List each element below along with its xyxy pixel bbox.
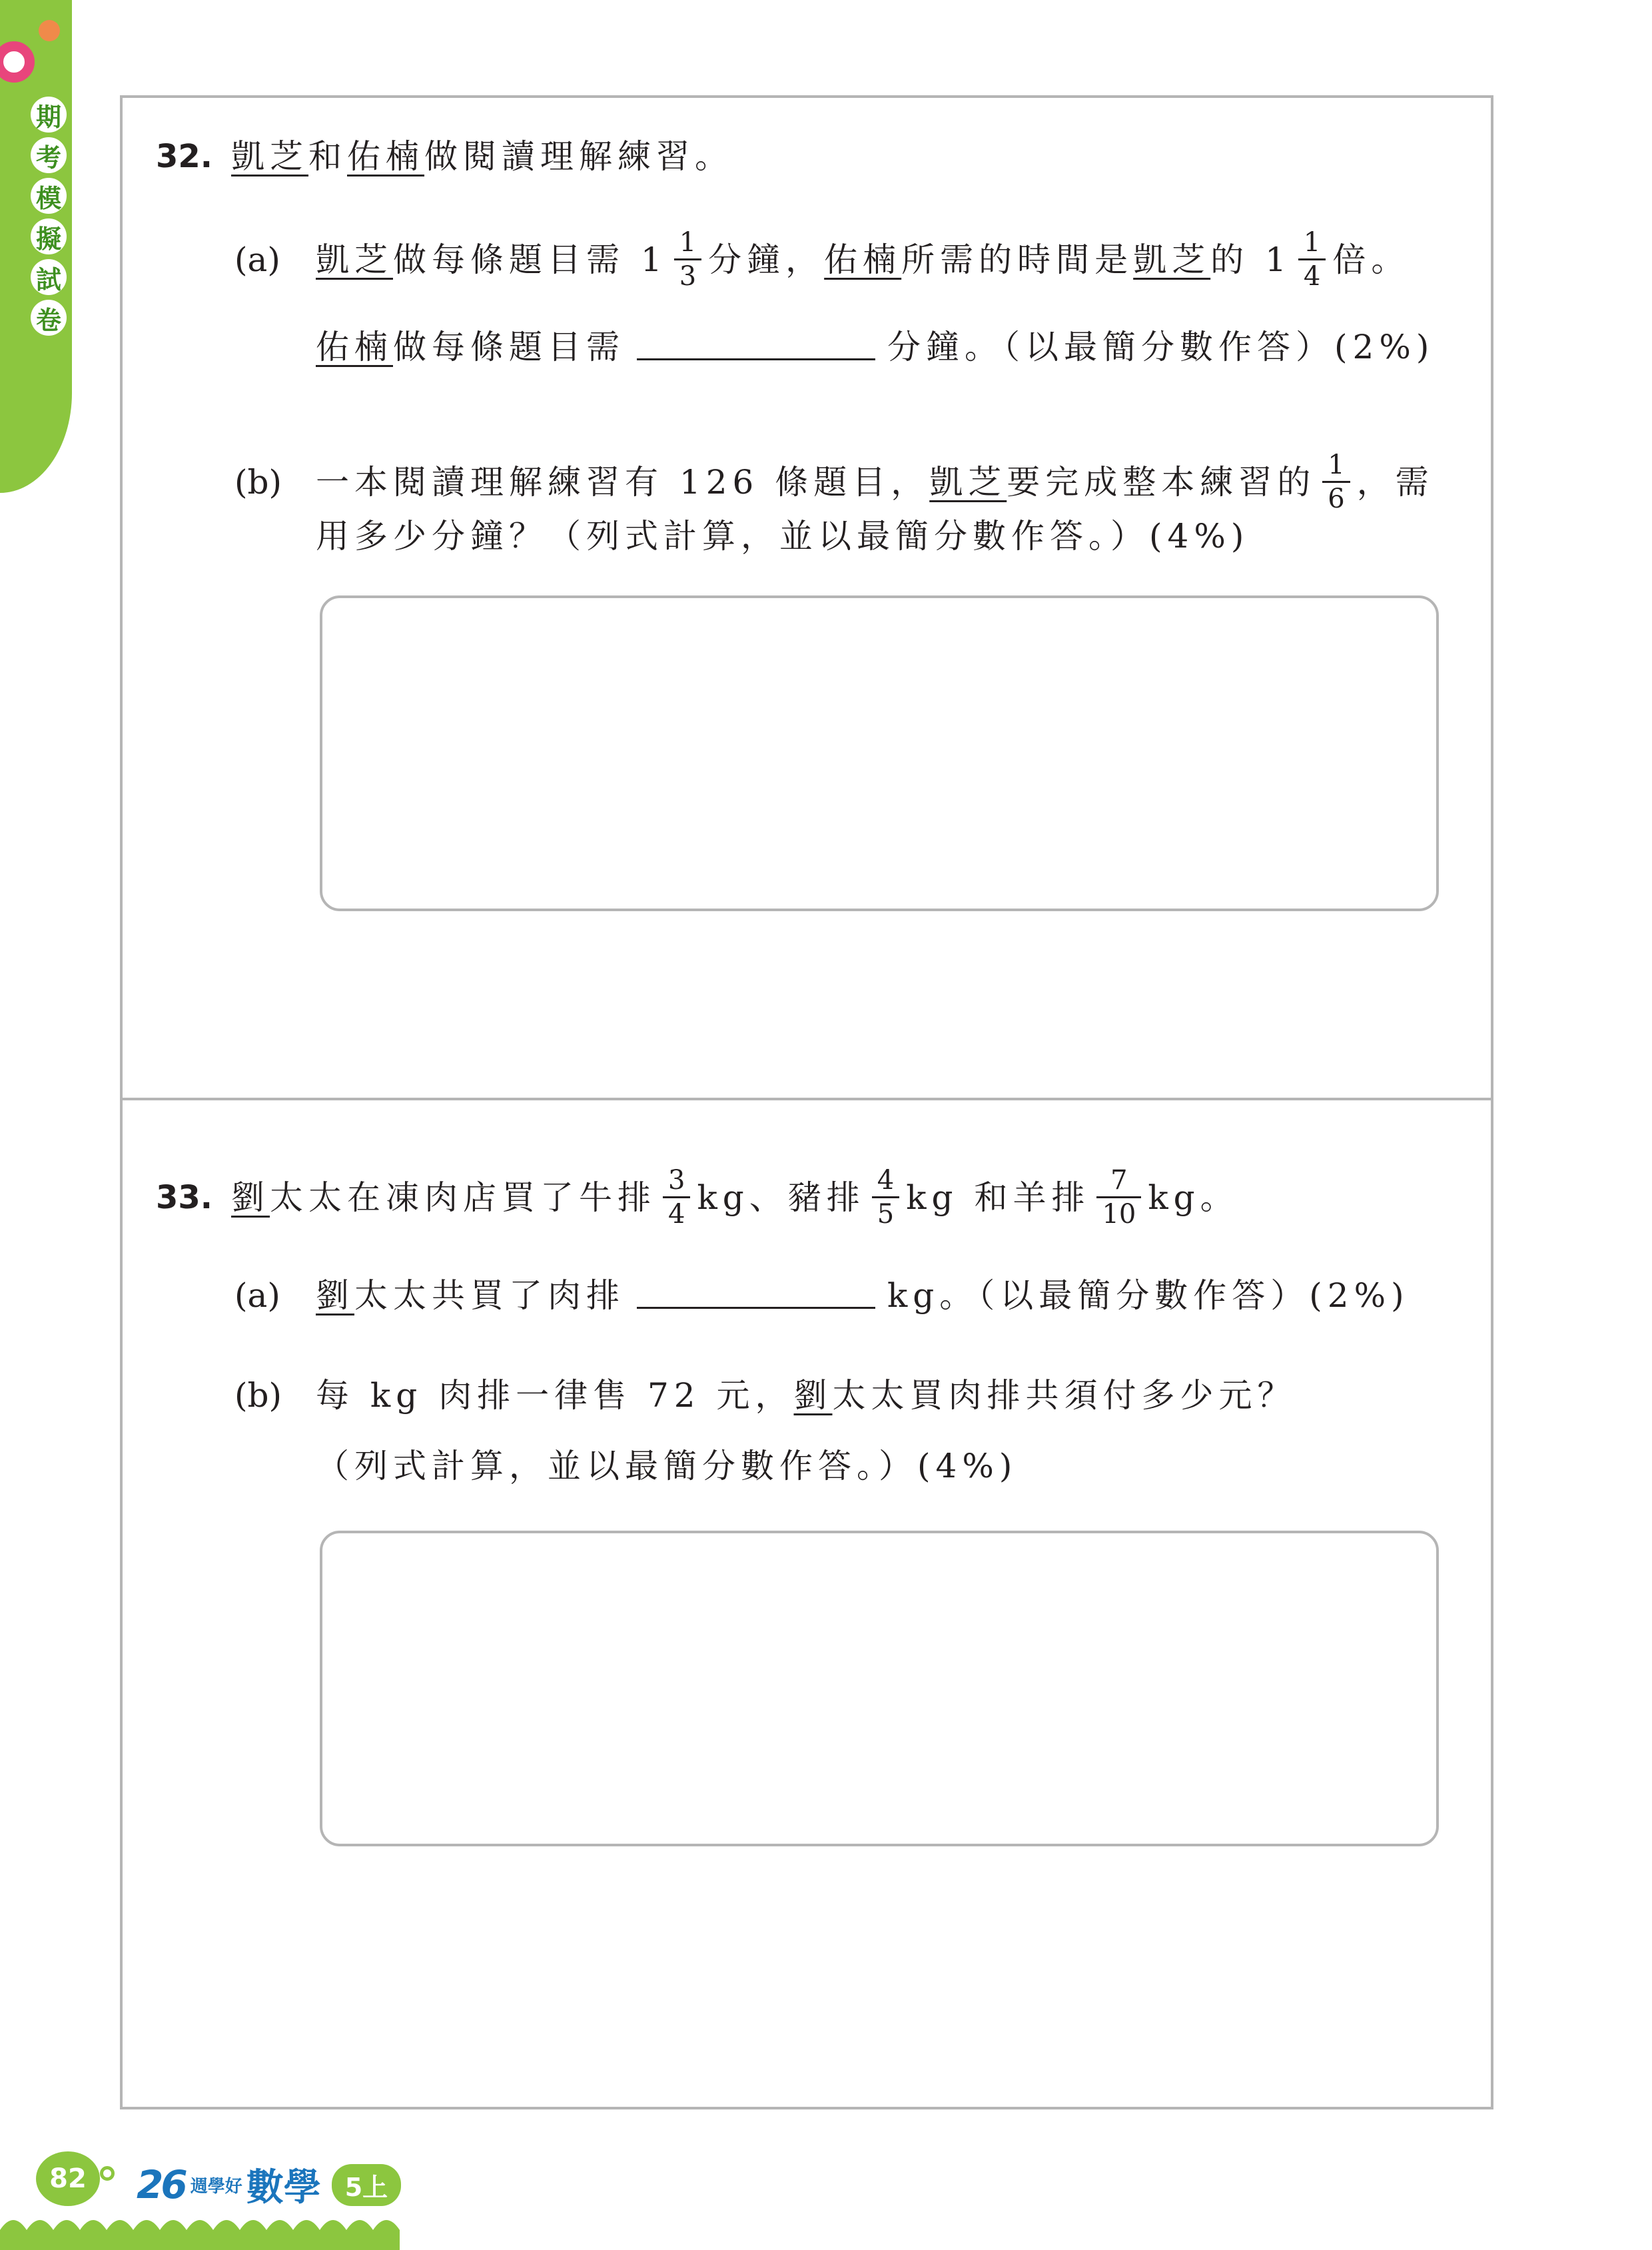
- q33-a-text: kg。（以最簡分數作答）(2%): [887, 1276, 1410, 1315]
- bubble-decoration-icon: [100, 2166, 115, 2181]
- q33-intro: [156, 1167, 1239, 1228]
- q32-a-text: 做每條題目需 1: [393, 240, 667, 279]
- answer-blank[interactable]: [637, 334, 875, 360]
- q32-b-text: ，需: [1356, 462, 1434, 502]
- q32-number: 32.: [156, 138, 213, 175]
- q33-b-text: 太太買肉排共須付多少元？: [832, 1376, 1296, 1415]
- q32-a-text: 倍。: [1332, 240, 1410, 279]
- q32-a-text: 分鐘。（以最簡分數作答）(2%): [887, 328, 1435, 366]
- logo-number: 26: [137, 2162, 185, 2207]
- fraction-denominator: 10: [1096, 1196, 1141, 1228]
- q32-answer-box[interactable]: [320, 595, 1439, 911]
- side-tab-char: 期: [31, 97, 67, 133]
- side-tab: [0, 0, 72, 493]
- q33-text: kg 和羊排: [906, 1178, 1090, 1217]
- q32-b-line1: [234, 452, 1434, 512]
- dot-decoration-icon: [39, 20, 60, 41]
- fraction-denominator: 4: [1298, 258, 1326, 290]
- q33-b-label: (b): [234, 1376, 282, 1415]
- fraction: [1096, 1167, 1141, 1228]
- q32-a-text: 做每條題目需: [393, 328, 625, 366]
- q32-b-text: 用多少分鐘？（列式計算，並以最簡分數作答。）(4%): [316, 517, 1250, 556]
- q33-text: 太太在凍肉店買了牛排: [270, 1178, 657, 1217]
- name-kaizhi: 凱芝: [316, 240, 393, 279]
- fraction-numerator: 1: [1303, 227, 1321, 258]
- ring-decoration-icon: [0, 41, 35, 83]
- q32-a-text: 的 1: [1210, 240, 1292, 279]
- fraction-numerator: 4: [877, 1165, 895, 1196]
- side-tab-char: 卷: [31, 300, 67, 336]
- name-kaizhi: 凱芝: [1133, 240, 1211, 279]
- book-logo: [137, 2158, 401, 2211]
- fraction-numerator: 1: [679, 227, 697, 258]
- side-tab-title: [31, 97, 68, 340]
- name-kaizhi: 凱芝: [929, 462, 1007, 502]
- q33-b-line2: [316, 1449, 1017, 1483]
- grade-badge: 5上: [332, 2164, 401, 2206]
- name-kaizhi: 凱芝: [231, 137, 309, 176]
- q32-b-text: 一本閱讀理解練習有 126 條題目，: [316, 462, 930, 502]
- side-tab-char: 擬: [31, 218, 67, 254]
- q33-text: kg。: [1148, 1178, 1239, 1217]
- q32-a-text: 所需的時間是: [901, 240, 1134, 279]
- fraction-denominator: 4: [663, 1196, 690, 1228]
- fraction: [663, 1167, 690, 1228]
- fraction: [1298, 229, 1326, 290]
- answer-blank[interactable]: [637, 1283, 875, 1309]
- q32-b-label: (b): [234, 462, 282, 502]
- q32-a-line2: [316, 330, 1434, 364]
- grass-decoration-icon: [0, 2210, 400, 2250]
- fraction-numerator: 1: [1328, 450, 1345, 480]
- name-liu: 劉: [793, 1376, 833, 1415]
- fraction-denominator: 5: [872, 1196, 899, 1228]
- side-tab-char: 考: [31, 137, 67, 173]
- q32-a-text: 分鐘，: [708, 240, 825, 279]
- q33-text: kg、豬排: [697, 1178, 865, 1217]
- fraction-denominator: 6: [1322, 481, 1350, 512]
- fraction: [1322, 452, 1350, 512]
- q33-b-text: 每 kg 肉排一律售 72 元，: [316, 1376, 794, 1415]
- name-liu: 劉: [231, 1178, 270, 1217]
- q32-a-label: (a): [234, 240, 280, 279]
- logo-small-text: 週學好: [190, 2176, 242, 2197]
- fraction: [872, 1167, 899, 1228]
- side-tab-char: 模: [31, 178, 67, 214]
- q32-intro: [156, 137, 734, 176]
- fraction: [674, 229, 701, 290]
- q32-a-line1: [234, 229, 1410, 290]
- fraction-numerator: 7: [1110, 1165, 1128, 1196]
- page-number: 82: [36, 2151, 100, 2206]
- q32-text: 和: [308, 137, 348, 176]
- name-youyan: 佑楠: [316, 328, 393, 366]
- q33-a-label: (a): [234, 1276, 280, 1315]
- q33-b-line1: [234, 1376, 1296, 1415]
- q32-b-line2: [316, 517, 1250, 556]
- fraction-denominator: 3: [674, 258, 701, 290]
- name-liu: 劉: [316, 1276, 354, 1315]
- q32-b-text: 要完成整本練習的: [1007, 462, 1316, 502]
- fraction-numerator: 3: [668, 1165, 685, 1196]
- side-tab-char: 試: [31, 259, 67, 295]
- name-youyan: 佑楠: [824, 240, 902, 279]
- section-divider: [120, 1098, 1493, 1100]
- q33-number: 33.: [156, 1178, 213, 1216]
- q32-text: 做閱讀理解練習。: [424, 137, 734, 176]
- logo-title: 數學: [246, 2166, 321, 2209]
- q33-a-text: 太太共買了肉排: [354, 1276, 625, 1315]
- q33-b-text: （列式計算，並以最簡分數作答。）(4%): [316, 1447, 1018, 1485]
- name-youyan: 佑楠: [347, 137, 425, 176]
- q33-answer-box[interactable]: [320, 1531, 1439, 1846]
- q33-a-line: [234, 1276, 1410, 1315]
